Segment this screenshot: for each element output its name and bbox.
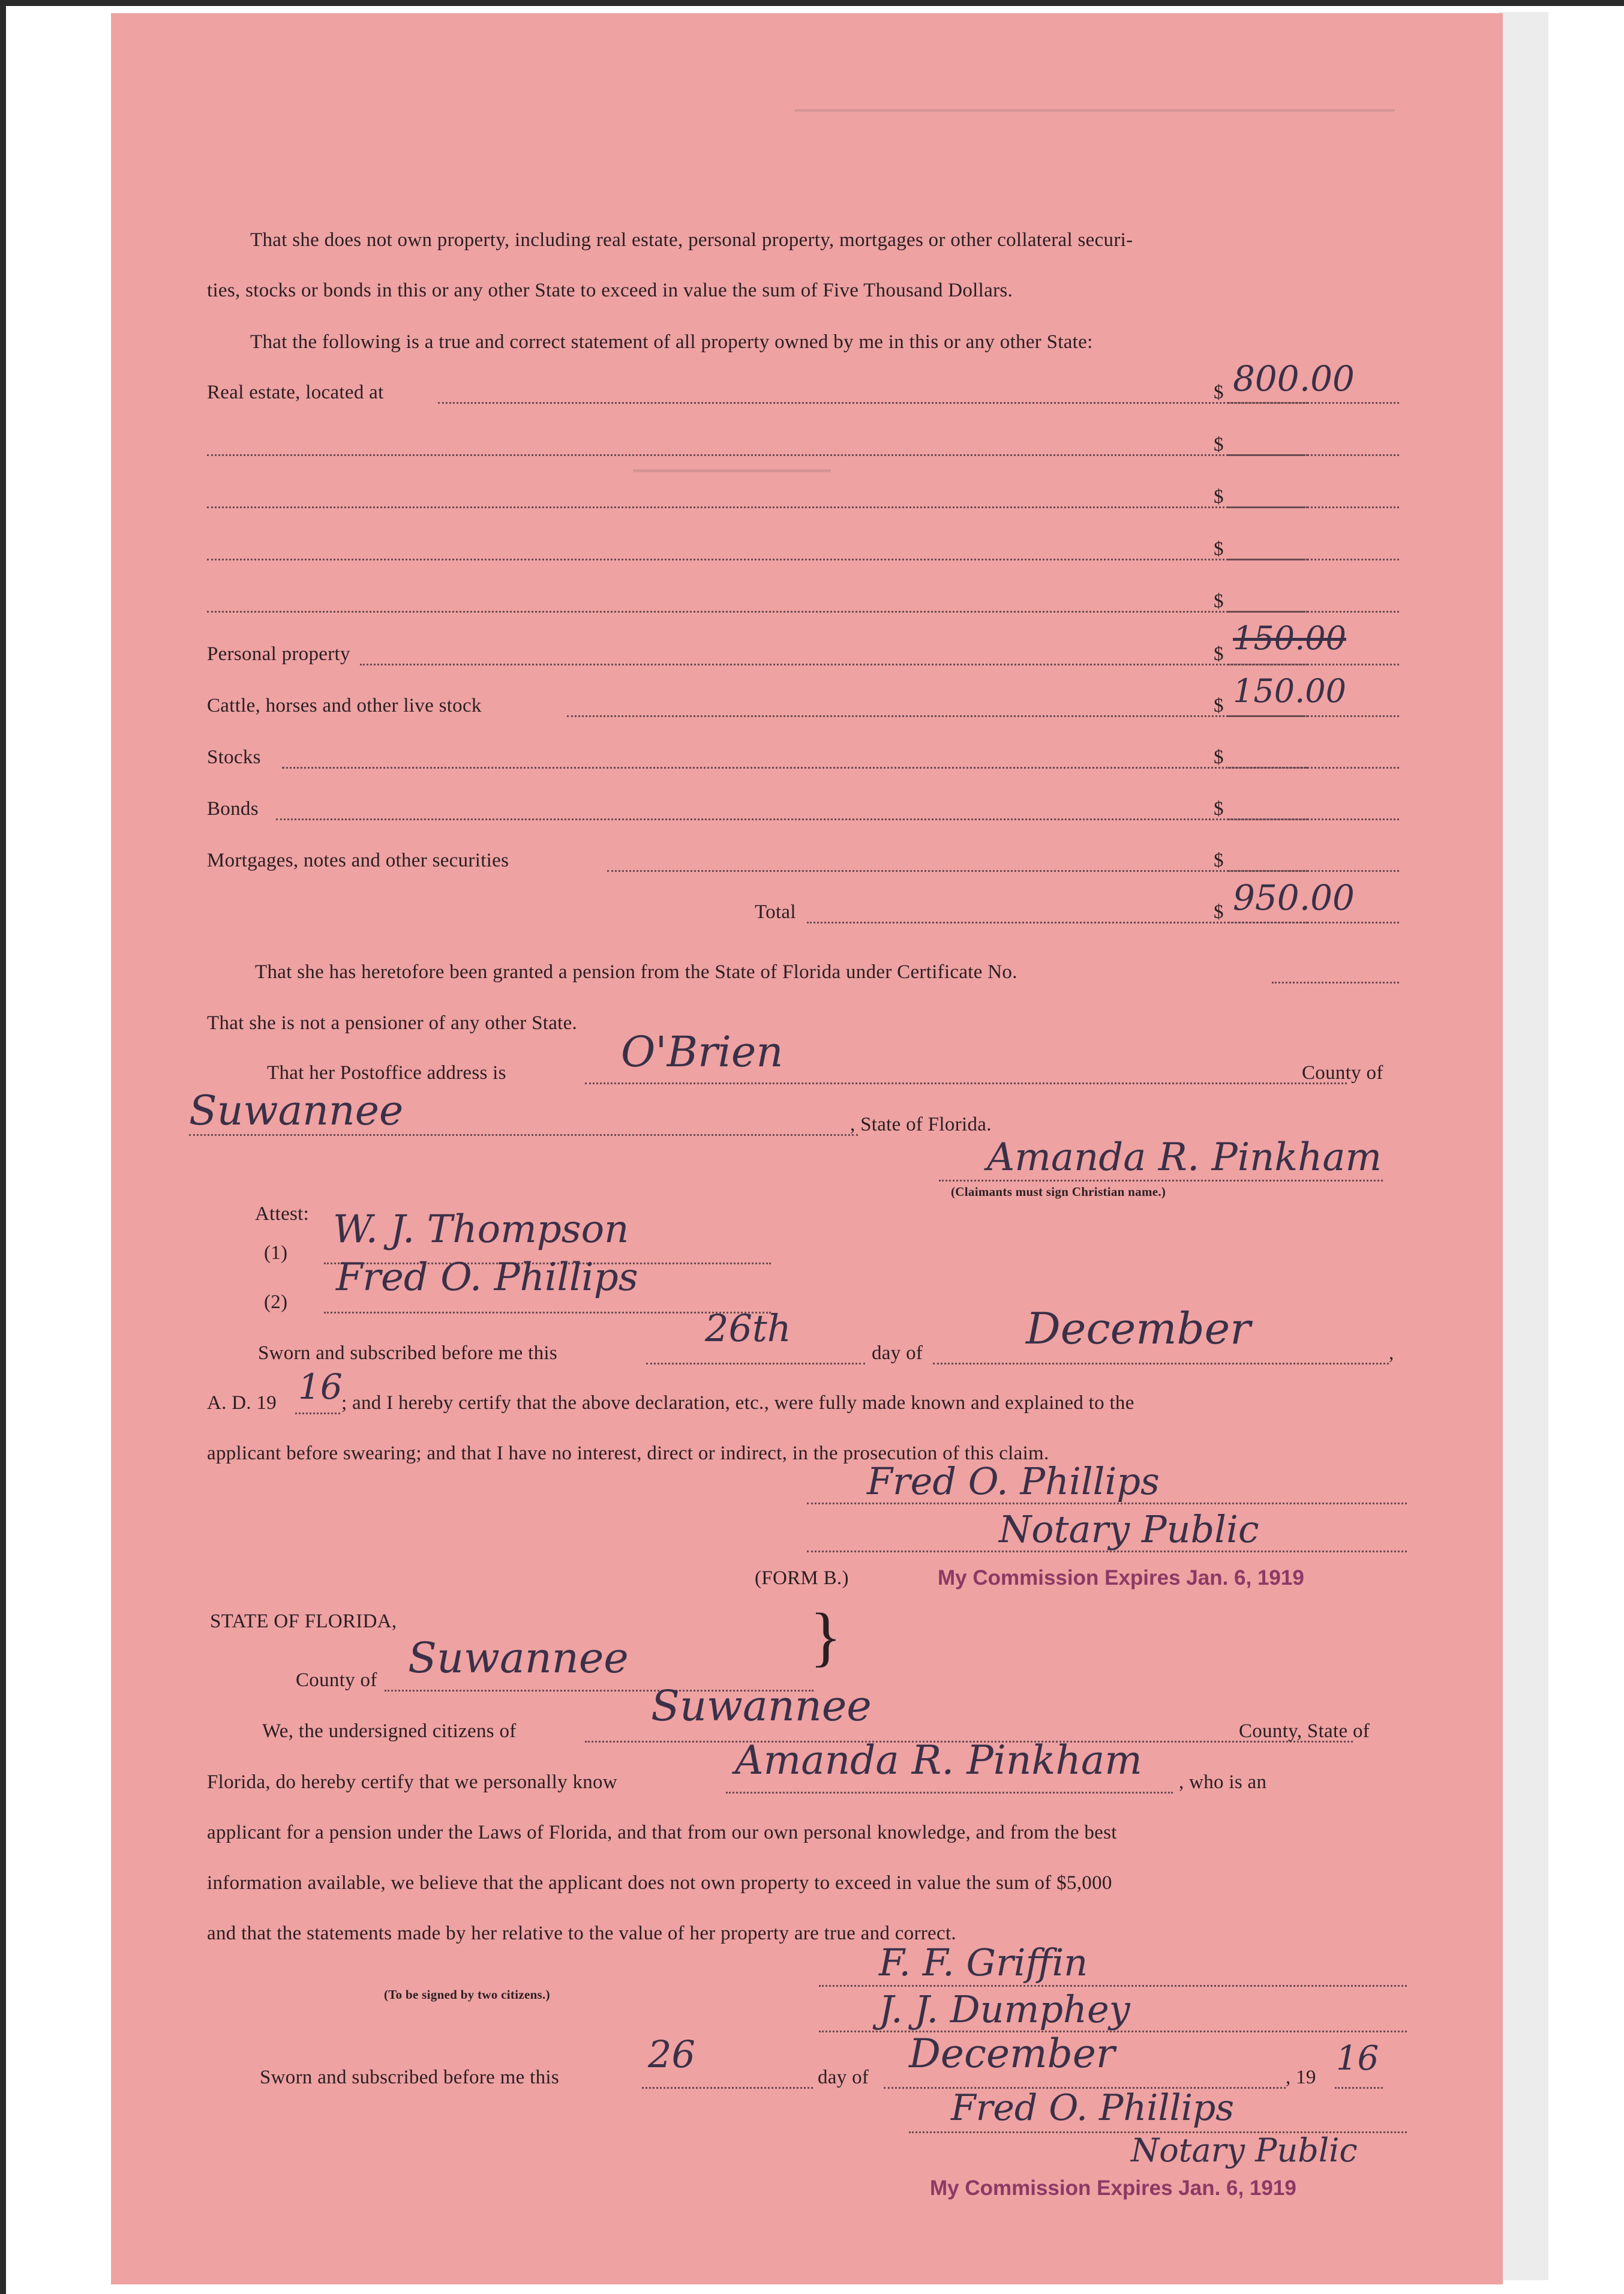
commission-stamp-2: My Commission Expires Jan. 6, 1919 (930, 2176, 1296, 2200)
form-b-applicant-name: Amanda R. Pinkham (735, 1737, 1142, 1783)
real-estate-line-3 (207, 506, 1308, 508)
sworn-certify-text: ; and I hereby certify that the above declaration, etc., were fully made known and explained to the (341, 1392, 1134, 1414)
mortgages-label: Mortgages, notes and other securities (207, 850, 509, 871)
form-b-sworn-prefix: Sworn and subscribed before me this (260, 2067, 559, 2088)
pension-form-page (111, 13, 1503, 2284)
livestock-amount-line (1228, 715, 1399, 717)
stocks-label: Stocks (207, 746, 261, 768)
real-estate-dollar-3: $ (1214, 486, 1224, 508)
sworn-day-line (646, 1363, 865, 1365)
state-label: , State of Florida. (850, 1114, 992, 1135)
bonds-line (276, 818, 1308, 820)
sworn-prefix: Sworn and subscribed before me this (258, 1342, 557, 1364)
real-estate-label: Real estate, located at (207, 382, 384, 403)
real-estate-amount-line-3 (1228, 506, 1399, 508)
personal-property-value: 150.00 (1233, 619, 1346, 657)
mortgages-line (607, 870, 1308, 872)
officer-title-line (807, 1551, 1407, 1552)
form-b-notary-signature: Fred O. Phillips (951, 2087, 1235, 2129)
form-b-sworn-year: 16 (1336, 2039, 1379, 2078)
form-b-day-of: day of (818, 2067, 869, 2088)
real-estate-line-2 (207, 454, 1308, 456)
livestock-line (567, 715, 1308, 717)
commission-stamp-1: My Commission Expires Jan. 6, 1919 (938, 1566, 1304, 1590)
bleed-through-rule (633, 469, 831, 472)
form-b-county-label: County of (296, 1669, 377, 1691)
real-estate-line (438, 402, 1308, 404)
real-estate-amount-line-5 (1228, 611, 1399, 613)
form-b-label: (FORM B.) (755, 1567, 849, 1589)
real-estate-dollar-4: $ (1214, 538, 1224, 560)
certificate-number-line (1272, 982, 1399, 983)
intro-line-3: That the following is a true and correct statement of all property owned by me in this or any other State: (250, 331, 1093, 353)
attest-number-2: (2) (264, 1291, 288, 1313)
form-b-county-state: County, State of (1239, 1720, 1370, 1742)
personal-property-label: Personal property (207, 643, 350, 665)
claimant-signature: Amanda R. Pinkham (987, 1135, 1382, 1180)
form-b-paragraph-2: information available, we believe that the applicant does not own property to exceed in value the sum of $5,000 (207, 1872, 1112, 1894)
sworn-comma: , (1389, 1342, 1394, 1364)
form-b-applicant-line (726, 1792, 1173, 1794)
citizen-sign-note: (To be signed by two citizens.) (384, 1987, 550, 2002)
mortgages-dollar: $ (1214, 850, 1224, 871)
county-value: Suwannee (189, 1087, 404, 1135)
real-estate-value: 800.00 (1233, 358, 1355, 399)
form-b-state: STATE OF FLORIDA, (210, 1611, 397, 1632)
form-b-year-line (1335, 2087, 1383, 2089)
livestock-label: Cattle, horses and other live stock (207, 695, 482, 716)
sworn-day-value: 26th (705, 1306, 791, 1350)
sworn-applicant-line: applicant before swearing; and that I have no interest, direct or indirect, in the prosecution of this claim. (207, 1443, 1049, 1464)
real-estate-amount-line (1228, 402, 1399, 404)
pension-certificate-line: That she has heretofore been granted a pension from the State of Florida under Certificate No. (255, 961, 1017, 983)
livestock-dollar: $ (1214, 695, 1224, 716)
total-label: Total (755, 901, 796, 923)
stocks-amount-line (1228, 767, 1399, 769)
form-b-florida-line: Florida, do hereby certify that we personally know (207, 1771, 617, 1793)
scan-border-left (0, 0, 6, 2294)
sworn-year-value: 16 (298, 1366, 343, 1407)
bonds-label: Bonds (207, 798, 259, 820)
form-b-paragraph-1: applicant for a pension under the Laws of Florida, and that from our own personal knowledge, and from the best (207, 1822, 1117, 1843)
personal-property-amount-line (1228, 664, 1399, 665)
form-b-citizens-county: Suwannee (651, 1681, 872, 1731)
county-label: County of (1302, 1062, 1383, 1084)
sworn-year-line (295, 1413, 340, 1414)
intro-line-2: ties, stocks or bonds in this or any other State to exceed in value the sum of Five Thousand Dollars. (207, 280, 1013, 301)
brace: } (810, 1600, 842, 1673)
real-estate-line-4 (207, 559, 1308, 560)
claimant-note: (Claimants must sign Christian name.) (951, 1185, 1166, 1199)
bonds-dollar: $ (1214, 798, 1224, 820)
total-dollar: $ (1214, 901, 1224, 923)
postoffice-line (585, 1082, 1347, 1084)
claimant-signature-line (939, 1180, 1383, 1182)
not-pensioner-line: That she is not a pensioner of any other State. (207, 1012, 578, 1034)
form-b-notary-title: Notary Public (1131, 2131, 1358, 2169)
intro-line-1: That she does not own property, including real estate, personal property, mortgages or other collateral securi- (250, 229, 1133, 251)
attest-label: Attest: (255, 1203, 310, 1225)
form-b-sworn-month: December (909, 2031, 1115, 2077)
form-b-who-is-an: , who is an (1179, 1771, 1267, 1793)
postoffice-label: That her Postoffice address is (267, 1062, 506, 1084)
real-estate-dollar: $ (1214, 382, 1224, 403)
real-estate-dollar-2: $ (1214, 434, 1224, 455)
sworn-month-line (933, 1363, 1389, 1365)
stocks-dollar: $ (1214, 746, 1224, 768)
total-amount-line (1228, 922, 1399, 923)
sworn-month-value: December (1026, 1303, 1251, 1354)
form-b-we-line: We, the undersigned citizens of (262, 1720, 517, 1742)
attest-line-2 (324, 1312, 771, 1314)
real-estate-dollar-5: $ (1214, 590, 1224, 612)
real-estate-amount-line-2 (1228, 454, 1399, 456)
total-value: 950.00 (1233, 877, 1355, 918)
bleed-through-rule (795, 109, 1395, 112)
officer-signature: Fred O. Phillips (867, 1459, 1160, 1503)
officer-signature-line (807, 1503, 1407, 1504)
backing-sheet (1500, 12, 1548, 2280)
mortgages-amount-line (1228, 870, 1399, 872)
form-b-sworn-day: 26 (648, 2032, 695, 2076)
form-b-sworn-day-line (642, 2087, 813, 2089)
personal-property-line (360, 664, 1308, 665)
personal-property-dollar: $ (1214, 643, 1224, 665)
citizen-signature-line-1 (819, 1985, 1407, 1987)
officer-title: Notary Public (999, 1507, 1259, 1551)
sworn-day-of: day of (872, 1342, 923, 1364)
real-estate-amount-line-4 (1228, 559, 1399, 560)
sworn-ad: A. D. 19 (207, 1392, 277, 1414)
postoffice-value: O'Brien (621, 1027, 784, 1076)
attest-signature-1: W. J. Thompson (333, 1207, 629, 1252)
stocks-line (282, 767, 1308, 769)
attest-number-1: (1) (264, 1242, 288, 1264)
bonds-amount-line (1228, 818, 1399, 820)
citizen-signature-2: J. J. Dumphey (879, 1987, 1130, 2031)
form-b-county-value: Suwannee (408, 1633, 629, 1683)
livestock-value: 150.00 (1233, 672, 1346, 710)
real-estate-line-5 (207, 611, 1308, 613)
citizen-signature-1: F. F. Griffin (879, 1941, 1088, 1984)
scan-border-top (0, 0, 1624, 6)
attest-signature-2: Fred O. Phillips (336, 1255, 638, 1300)
form-b-paragraph-3: and that the statements made by her relative to the value of her property are true and correct. (207, 1923, 956, 1944)
form-b-year-prefix: , 19 (1286, 2067, 1316, 2088)
